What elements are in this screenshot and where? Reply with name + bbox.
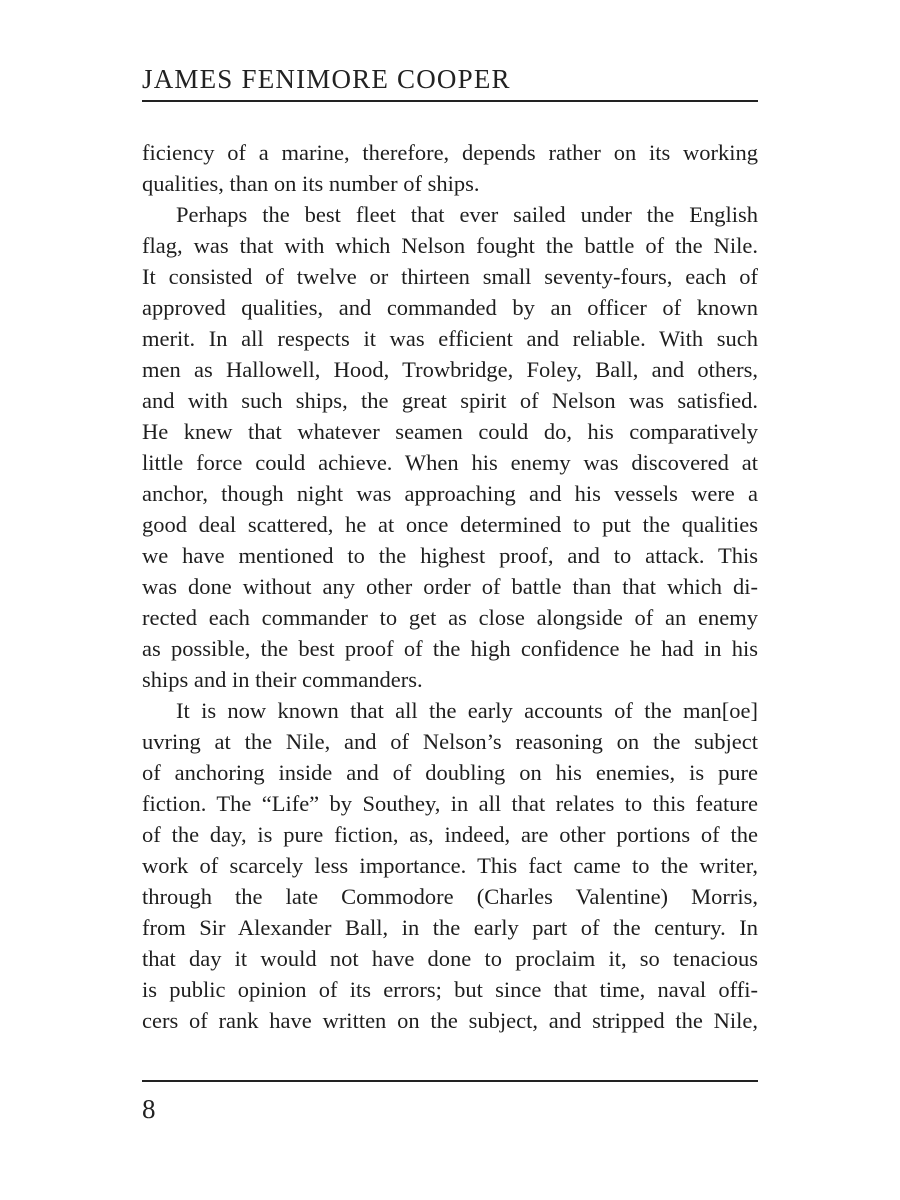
footer-rule bbox=[142, 1080, 758, 1082]
paragraph bbox=[142, 199, 758, 695]
text-line: qualities, than on its number of ships. bbox=[142, 171, 480, 196]
text-line: of the day, is pure fiction, as, indeed, are other portions of the bbox=[142, 822, 758, 847]
text-line: as possible, the best proof of the high confidence he had in his bbox=[142, 636, 758, 661]
body-text bbox=[142, 137, 758, 1036]
text-line: men as Hallowell, Hood, Trowbridge, Foley, Ball, and others, bbox=[142, 357, 758, 382]
running-header bbox=[142, 62, 758, 96]
text-line: that day it would not have done to proclaim it, so tenacious bbox=[142, 946, 758, 971]
text-line: He knew that whatever seamen could do, his comparatively bbox=[142, 419, 758, 444]
paragraph bbox=[142, 137, 758, 199]
text-line: through the late Commodore (Charles Valentine) Morris, bbox=[142, 884, 758, 909]
header-rule bbox=[142, 100, 758, 102]
page-number: 8 bbox=[142, 1094, 156, 1124]
text-line: uvring at the Nile, and of Nelson’s reasoning on the subject bbox=[142, 729, 758, 754]
text-line: from Sir Alexander Ball, in the early part of the century. In bbox=[142, 915, 758, 940]
text-line: good deal scattered, he at once determined to put the qualities bbox=[142, 512, 758, 537]
text-line: is public opinion of its errors; but since that time, naval offi- bbox=[142, 977, 758, 1002]
text-line: we have mentioned to the highest proof, and to attack. This bbox=[142, 543, 758, 568]
running-header-title: JAMES FENIMORE COOPER bbox=[142, 64, 511, 94]
text-line: of anchoring inside and of doubling on his enemies, is pure bbox=[142, 760, 758, 785]
text-line: It is now known that all the early accounts of the man[oe] bbox=[176, 698, 758, 723]
text-line: anchor, though night was approaching and his vessels were a bbox=[142, 481, 758, 506]
text-line: was done without any other order of battle than that which di- bbox=[142, 574, 758, 599]
text-line: fiction. The “Life” by Southey, in all that relates to this feature bbox=[142, 791, 758, 816]
text-line: It consisted of twelve or thirteen small seventy-fours, each of bbox=[142, 264, 758, 289]
text-line: little force could achieve. When his enemy was discovered at bbox=[142, 450, 758, 475]
text-line: merit. In all respects it was efficient and reliable. With such bbox=[142, 326, 758, 351]
text-line: flag, was that with which Nelson fought the battle of the Nile. bbox=[142, 233, 758, 258]
text-line: Perhaps the best fleet that ever sailed under the English bbox=[176, 202, 758, 227]
text-line: and with such ships, the great spirit of Nelson was satisfied. bbox=[142, 388, 758, 413]
paragraph bbox=[142, 695, 758, 1036]
text-line: ships and in their commanders. bbox=[142, 667, 423, 692]
text-line: approved qualities, and commanded by an officer of known bbox=[142, 295, 758, 320]
text-line: cers of rank have written on the subject, and stripped the Nile, bbox=[142, 1008, 758, 1033]
text-line: work of scarcely less importance. This fact came to the writer, bbox=[142, 853, 758, 878]
text-line: ficiency of a marine, therefore, depends rather on its working bbox=[142, 140, 758, 165]
text-line: rected each commander to get as close alongside of an enemy bbox=[142, 605, 758, 630]
